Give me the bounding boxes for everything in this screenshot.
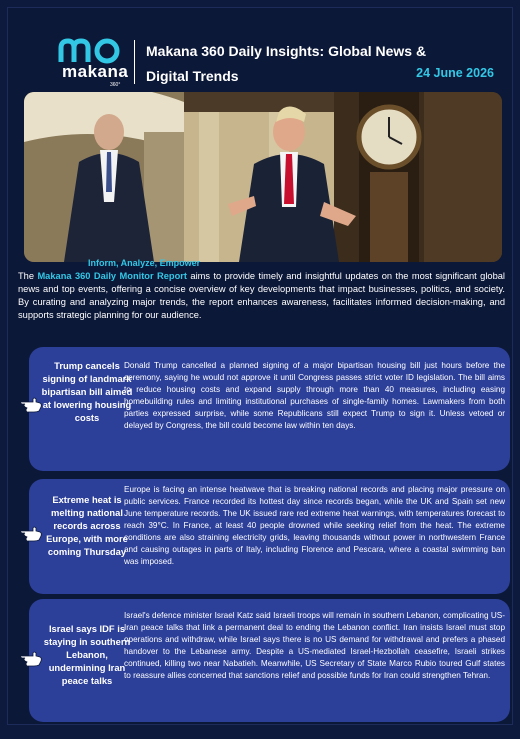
pointing-hand-icon — [19, 524, 43, 542]
news-headline: Israel says IDF is staying in southern Lebanon, undermining Iran peace talks — [43, 623, 131, 686]
logo-name: makana — [62, 62, 129, 81]
news-body: Donald Trump cancelled a planned signing of a major bipartisan housing bill just hours before the ceremony, saying he would not approve it until Congress passes strict voter ID legislation. The bill aims to reduce housing costs and expand supply through more than 40 measures, including easing homebuilding rules and limiting institutional purchases of single-family homes. Lawmakers from both parties expressed surprise, while some Republicans still expect Trump to sign it. Unless vetoed or delayed by Congress, the bill could become law within ten days. — [124, 361, 505, 430]
intro-text: aims to provide timely and insightful updates on the most significant global news and top events, offering a concise overview of key developments that impact businesses, politics, and society. By curating and analyzing major trends, the report enhances awareness, facilitates informed decision-making, and supports strategic planning for our audience. — [18, 271, 505, 320]
logo-mark-icon — [58, 38, 124, 64]
news-body: Israel's defence minister Israel Katz said Israeli troops will remain in southern Lebanon, complicating US-Iran peace talks that link a permanent deal to ending the Lebanon conflict. Iran insists Israel must stop operations and withdraw, while Israel says there is no US demand for withdrawal and prefers a phased handover to the Lebanese army. Despite a US-mediated Israel-Hezbollah ceasefire, Israeli strikes continued, killing two near Nabatieh. Meanwhile, US Secretary of State Marco Rubio toured Gulf states to reassure allies concerned that sanctions relief and possible funds for Iran could strengthen Tehran. — [124, 611, 505, 680]
news-card — [29, 347, 510, 471]
pointing-hand-icon — [19, 395, 43, 413]
intro-paragraph — [18, 270, 505, 322]
title-line-2: Digital Trends — [146, 68, 239, 84]
report-date: 24 June 2026 — [416, 66, 494, 80]
news-card — [29, 599, 510, 722]
news-headline: Trump cancels signing of landmark bipartisan bill aimed at lowering housing costs — [41, 360, 133, 423]
news-card — [29, 479, 510, 594]
intro-prefix: The — [18, 271, 38, 281]
hero-photo — [24, 92, 502, 262]
report-page — [7, 7, 513, 725]
logo-sub: 360° — [110, 82, 121, 88]
news-headline: Extreme heat is melting national records across Europe, with more coming Thursday — [46, 494, 128, 557]
report-title — [146, 39, 446, 89]
header — [8, 8, 512, 88]
tagline: Inform, Analyze, Empower — [88, 258, 201, 268]
news-body: Europe is facing an intense heatwave that is breaking national records and placing major pressure on public services. France recorded its hottest day since records began, while the UK and Spain set new June temperature records. The UK issued rare red extreme heat warnings, with temperatures forecast to reach 39°C. In France, at least 40 people drowned while seeking relief from the heat. The extreme conditions are also straining electricity grids, leaving thousands without power in northwestern France and causing outages in parts of Italy, including Florence and Pescara, where a coastal swimming ban was imposed. — [124, 485, 505, 566]
header-divider — [134, 40, 135, 84]
makana-logo — [58, 38, 128, 90]
title-line-1: Makana 360 Daily Insights: Global News & — [146, 43, 427, 59]
intro-highlight: Makana 360 Daily Monitor Report — [37, 271, 187, 281]
pointing-hand-icon — [19, 649, 43, 667]
hero-photo-illustration — [24, 92, 502, 262]
